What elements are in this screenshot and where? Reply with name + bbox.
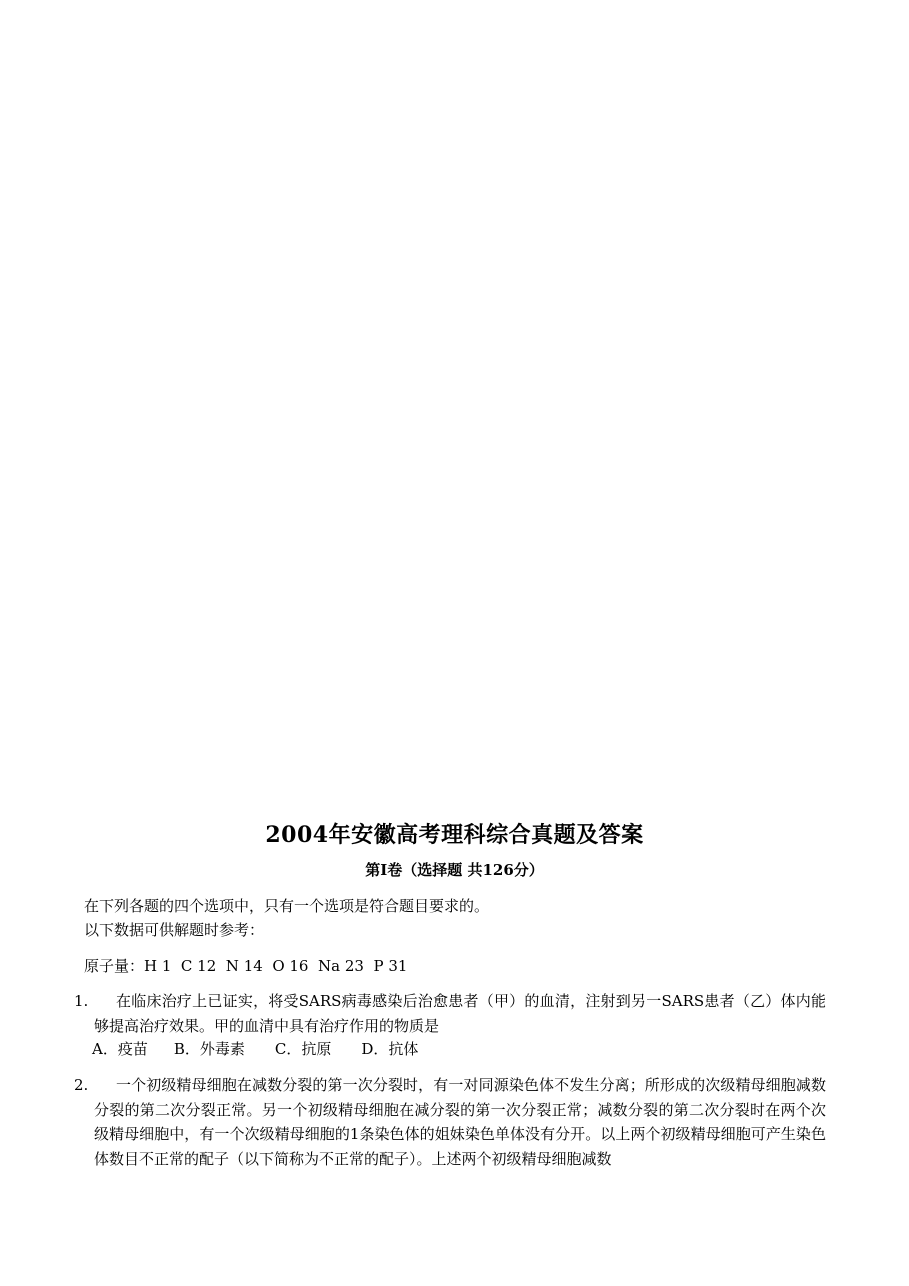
document-title: 2004年安徽高考理科综合真题及答案	[265, 822, 644, 848]
option-b: B．外毒素	[173, 1040, 245, 1058]
question-text: 在临床治疗上已证实，将受SARS病毒感染后治愈患者（甲）的血清，注射到另一SARS患者（乙）体内能够提高治疗效果。甲的血清中具有治疗作用的物质是	[94, 992, 826, 1035]
atomic-masses-line: 原子量：H 1 C 12 N 14 O 16 Na 23 P 31	[84, 957, 408, 975]
option-d: D．抗体	[361, 1040, 419, 1058]
option-c: C．抗原	[274, 1040, 332, 1058]
section-subtitle: 第I卷（选择题 共126分）	[365, 861, 544, 879]
instruction-line: 在下列各题的四个选项中，只有一个选项是符合题目要求的。	[84, 897, 490, 915]
question-text: 一个初级精母细胞在减数分裂的第一次分裂时，有一对同源染色体不发生分离；所形成的次级精母细胞减数分裂的第二次分裂正常。另一个初级精母细胞在减分裂的第一次分裂正常；减数分裂的第二次分裂时在两个次级精母细胞中，有一个次级精母细胞的1条染色体的姐妹染色单体没有分开。以上两个初级精母细胞可产生染色体数目不正常的配子（以下简称为不正常的配子）。上述两个初级精母细胞减数	[94, 1076, 826, 1168]
question-options	[92, 1037, 418, 1061]
question-number: 2.	[74, 1076, 89, 1094]
option-a: A．疫苗	[92, 1040, 148, 1058]
question-number: 1.	[74, 992, 89, 1010]
instruction-line: 以下数据可供解题时参考：	[84, 921, 265, 939]
